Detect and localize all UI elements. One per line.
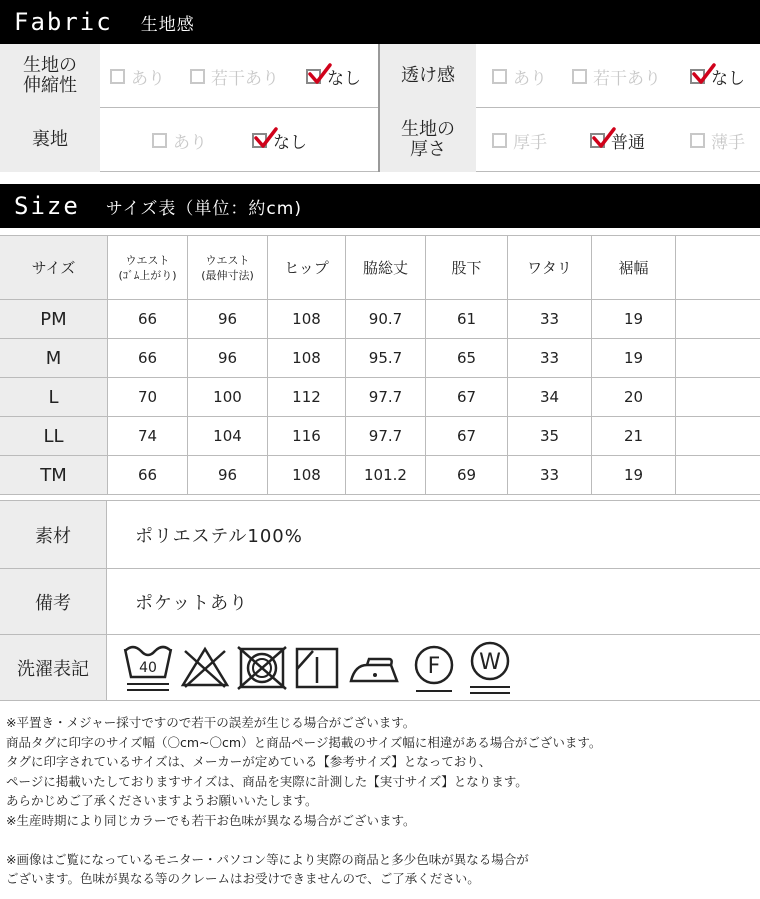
cell-hem: 20 [592,378,676,416]
care-row [0,635,760,700]
cell-waist2: 96 [188,300,268,338]
care-icons [107,635,521,700]
sheer-option-ari [492,44,547,108]
header-inseam: 股下 [426,236,508,299]
stretch-option-ari [110,44,165,108]
cell-size: TM [0,456,108,494]
cell-thigh: 33 [508,339,592,377]
cell-waist2: 96 [188,339,268,377]
note-line: あらかじめご了承くださいますようお願いいたします。 [6,793,318,808]
cell-inseam: 61 [426,300,508,338]
option-label: あり [131,68,165,89]
cell-extra [676,456,760,494]
note-line: 商品タグに印字のサイズ幅（〇cm~〇cm）と商品ページ掲載のサイズ幅に相違がある場合がございます。 [6,734,602,750]
material-value: ポリエステル100% [135,525,303,547]
lining-option-none [252,108,307,172]
cell-hip: 108 [268,456,346,494]
remarks-label: 備考 [0,569,107,634]
fabric-row-2 [0,108,760,172]
checkbox-icon [190,69,205,84]
header-waist-rubber [108,236,188,299]
check-mark-icon [592,127,616,149]
cell-side-length: 97.7 [346,417,426,455]
header-waist-max-line1: ウエスト [205,253,250,267]
note-line: ございます。色味が異なる等のクレームはお受けできませんので、ご了承ください。 [6,871,480,886]
cell-inseam: 67 [426,417,508,455]
cell-extra [676,300,760,338]
note-line: ※平置き・メジャー採寸ですので若干の誤差が生じる場合がございます。 [6,715,416,730]
checkbox-icon [690,133,705,148]
cell-waist1: 66 [108,456,188,494]
thickness-label-line1: 生地の [401,119,455,140]
option-label: 若干あり [211,68,279,89]
header-waist-rubber-line2: (ｺﾞﾑ上がり) [118,268,177,282]
cell-waist1: 66 [108,300,188,338]
cell-waist2: 104 [188,417,268,455]
fabric-table [0,44,760,172]
table-row [0,339,760,377]
size-title: Size [14,192,80,220]
option-label: あり [173,132,207,153]
table-row [0,300,760,338]
cell-thigh: 33 [508,300,592,338]
stretch-label-line2: 伸縮性 [23,75,77,96]
header-waist-rubber-line1: ウエスト [125,253,170,267]
fabric-title: Fabric [14,8,113,36]
cell-size: PM [0,300,108,338]
cell-size: L [0,378,108,416]
thickness-label [380,108,476,172]
stretch-option-none [306,44,361,108]
no-tumble-dry-icon [235,639,289,697]
cell-waist1: 70 [108,378,188,416]
option-label: なし [711,68,745,89]
check-mark-icon [692,63,716,85]
cell-hem: 19 [592,456,676,494]
remarks-value: ポケットあり [135,592,249,614]
thickness-option-normal [590,108,645,172]
thickness-option-thin [690,108,745,172]
cell-size: LL [0,417,108,455]
cell-thigh: 34 [508,378,592,416]
header-side-length: 脇総丈 [346,236,426,299]
table-border [0,494,760,495]
cell-hem: 19 [592,300,676,338]
note-line [6,830,756,850]
table-row [0,378,760,416]
lining-option-ari [152,108,207,172]
cell-hem: 21 [592,417,676,455]
cell-waist2: 100 [188,378,268,416]
cell-hip: 112 [268,378,346,416]
option-label: あり [513,68,547,89]
wash-40-gentle-icon [121,639,175,697]
iron-low-icon [345,639,405,697]
option-label: なし [327,68,361,89]
wash-temp-text: 40 [139,659,157,676]
cell-hip: 116 [268,417,346,455]
lining-label [0,108,100,172]
note-line: ページに掲載いたしておりますサイズは、商品を実際に計測した【実寸サイズ】となります。 [6,773,528,789]
table-row [0,417,760,455]
size-subtitle: サイズ表（単位：約cm) [105,198,302,219]
thickness-option-thick [492,108,547,172]
header-hip: ヒップ [268,236,346,299]
note-line: ※画像はご覧になっているモニター・パソコン等により実際の商品と多少色味が異なる場合が [6,851,529,867]
cell-side-length: 101.2 [346,456,426,494]
material-label: 素材 [0,501,107,568]
size-header [0,184,760,228]
checked-checkbox-icon [590,133,605,148]
sheer-option-none [690,44,745,108]
option-label: 厚手 [513,132,547,153]
option-label: 若干あり [593,68,661,89]
dry-clean-letter: F [427,653,441,679]
cell-waist1: 66 [108,339,188,377]
size-table-header [0,236,760,299]
notes [6,713,756,889]
stretch-label [0,44,100,108]
option-label: なし [273,132,307,153]
note-line: タグに印字されているサイズは、メーカーが定めている【参考サイズ】となっており、 [6,754,492,769]
cell-hem: 19 [592,339,676,377]
cell-thigh: 35 [508,417,592,455]
cell-side-length: 90.7 [346,300,426,338]
cell-inseam: 65 [426,339,508,377]
cell-extra [676,417,760,455]
header-waist-max [188,236,268,299]
dry-clean-f-icon [409,639,459,697]
stretch-label-line1: 生地の [23,55,77,76]
checked-checkbox-icon [252,133,267,148]
table-row [0,456,760,494]
cell-hip: 108 [268,300,346,338]
header-extra [676,236,760,299]
note-line: ※生産時期により同じカラーでも若干お色味が異なる場合がございます。 [6,812,416,828]
cell-inseam: 69 [426,456,508,494]
check-mark-icon [254,127,278,149]
thickness-label-line2: 厚さ [410,139,446,160]
line-dry-shade-icon [293,639,341,697]
sheer-option-slight [572,44,661,108]
checkbox-icon [152,133,167,148]
cell-side-length: 97.7 [346,378,426,416]
cell-side-length: 95.7 [346,339,426,377]
checked-checkbox-icon [306,69,321,84]
cell-inseam: 67 [426,378,508,416]
option-label: 普通 [611,132,645,153]
cell-waist1: 74 [108,417,188,455]
sheer-label-text: 透け感 [401,65,455,86]
stretch-option-slight [190,44,279,108]
no-bleach-icon [179,639,231,697]
cell-size: M [0,339,108,377]
check-mark-icon [308,63,332,85]
lining-label-text: 裏地 [32,129,68,150]
material-row [0,501,760,568]
care-label: 洗濯表記 [0,635,107,700]
cell-extra [676,378,760,416]
header-thigh: ワタリ [508,236,592,299]
cell-extra [676,339,760,377]
checkbox-icon [572,69,587,84]
fabric-row-1 [0,44,760,108]
cell-waist2: 96 [188,456,268,494]
cell-thigh: 33 [508,456,592,494]
fabric-subtitle: 生地感 [140,14,195,35]
wet-clean-w-icon [463,637,517,699]
checked-checkbox-icon [690,69,705,84]
wet-clean-letter: W [479,649,501,675]
header-size: サイズ [0,236,108,299]
checkbox-icon [110,69,125,84]
cell-hip: 108 [268,339,346,377]
remarks-row [0,569,760,634]
sheer-label [380,44,476,108]
table-border [0,700,760,701]
option-label: 薄手 [711,132,745,153]
header-hem: 裾幅 [592,236,676,299]
checkbox-icon [492,133,507,148]
checkbox-icon [492,69,507,84]
fabric-header [0,0,760,44]
header-waist-max-line2: (最伸寸法) [201,268,254,282]
